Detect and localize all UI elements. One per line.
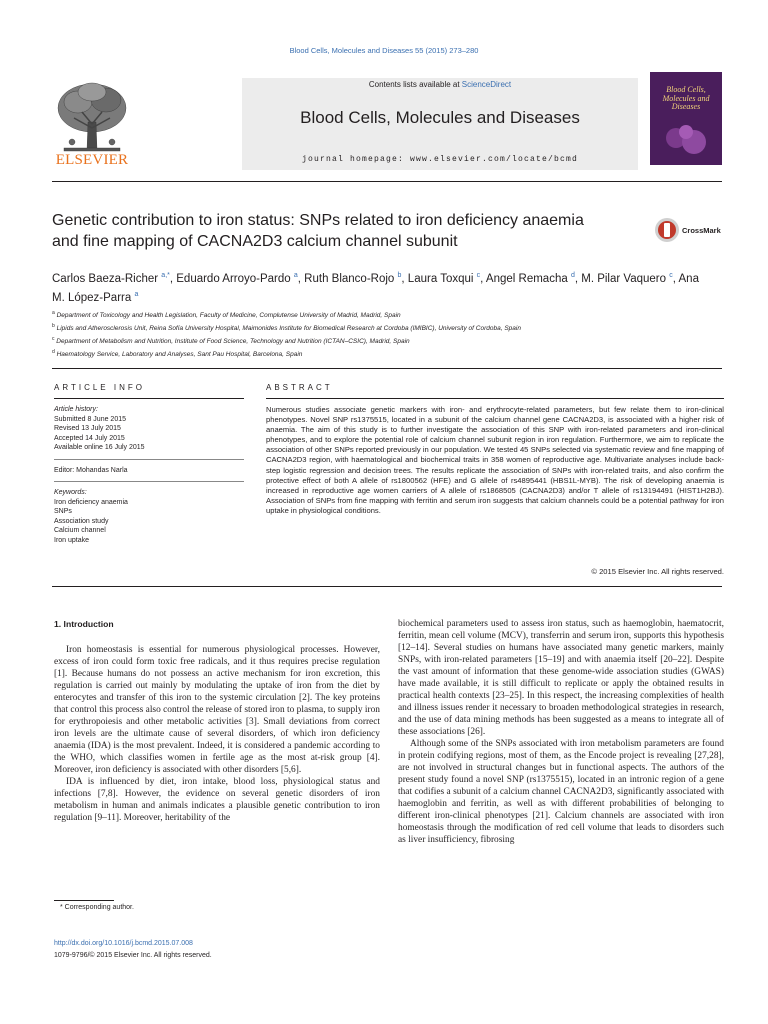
- sciencedirect-link[interactable]: ScienceDirect: [461, 80, 512, 89]
- history-submitted: Submitted 8 June 2015: [54, 415, 126, 423]
- history-online: Available online 16 July 2015: [54, 444, 145, 451]
- affiliation-marker: d: [52, 349, 55, 356]
- info-separator: [54, 459, 244, 460]
- affiliation-text: Lipids and Atherosclerosis Unit, Reina Sofía University Hospital, Maimonides Institute for Biomedical Research at Cordoba (IMIBIC), University of Cordoba, Spain: [54, 325, 521, 333]
- author-separator: ,: [401, 272, 408, 285]
- authors-rule: [52, 368, 722, 369]
- article-info-rule: [54, 398, 244, 399]
- publisher-name[interactable]: ELSEVIER: [55, 152, 129, 168]
- affiliation-item: [52, 334, 712, 347]
- journal-masthead: [52, 72, 722, 168]
- body-column-left: [54, 618, 380, 824]
- author-affiliation-marker[interactable]: a: [134, 290, 139, 298]
- affiliation-marker: a: [52, 310, 55, 316]
- author-name[interactable]: Carlos Baeza-Richer $^{a,*}$: [52, 272, 170, 285]
- crossmark-badge[interactable]: [654, 216, 724, 246]
- author-name[interactable]: M. Pilar Vaquero $^c$: [581, 272, 673, 285]
- author-affiliation-marker[interactable]: a,*: [161, 272, 170, 279]
- journal-homepage-link[interactable]: journal homepage: www.elsevier.com/locate/bcmd: [301, 155, 579, 164]
- elsevier-tree-logo: [52, 72, 132, 164]
- author-list: [52, 268, 712, 306]
- header-rule: [52, 181, 722, 182]
- history-revised: Revised 13 July 2015: [54, 425, 121, 432]
- abstract-text: Numerous studies associate genetic markers with iron- and erythrocyte-related parameters, but few relate them to iron-clinical phenotypes. Novel SNP rs1375515, located in a subunit of the calcium channel gene CACNA2D3, is associated with a higher risk of anaemia. The aim of this study is to further investigate the association of this SNP with iron-related parameters and iron-clinical phenotypes, and to explore the potential role of calcium channel subunit region in iron regulation. Furthermore, we aim to replicate the association of other SNPs reported previously in our population. We tested 45 SNPs selected via systematic review and fine mapping of CACNA2D3 region, with haematological and biochemical traits in 358 women of reproductive age. Multivariate analyses include back-step logistic regression and decision trees. The results replicate the association of SNPs with iron-related traits, and also confirm the protective effect of both A allele of rs1800562 (HFE) and G allele of rs4895441 (HBS1L-MYB). The risk of developing anaemia is increased in reproductive age women carriers of A allele of rs1868505 (CACNA2D3) and/or T allele of rs13194491 (HIST1H2BJ). Association of SNPs from fine mapping with ferritin and serum iron suggests that calcium channels could be a potential pathway for iron uptake in physiological conditions.: [266, 405, 724, 515]
- article-info-panel: [54, 405, 244, 545]
- cover-illustration-icon: [660, 120, 712, 158]
- affiliation-item: [52, 321, 712, 334]
- abstract-copyright: © 2015 Elsevier Inc. All rights reserved.: [591, 567, 724, 576]
- affiliation-item: [52, 308, 712, 321]
- affiliation-list: [52, 308, 712, 361]
- article-title: Genetic contribution to iron status: SNPs related to iron deficiency anaemia and fine mapping of CACNA2D3 calcium channel subunit: [52, 212, 584, 250]
- journal-title-box: [242, 78, 638, 170]
- keyword-item: Calcium channel: [54, 527, 106, 534]
- abstract-heading: ABSTRACT: [266, 383, 333, 392]
- author-name[interactable]: Eduardo Arroyo-Pardo $^a$: [176, 272, 298, 285]
- author-name[interactable]: Angel Remacha $^d$: [485, 272, 575, 285]
- editor-line: Editor: Mohandas Narla: [54, 466, 128, 474]
- author-affiliation-marker[interactable]: c: [669, 272, 673, 279]
- cover-title: Blood Cells, Molecules and Diseases: [662, 85, 710, 111]
- keyword-item: Iron uptake: [54, 536, 90, 544]
- body-paragraph: IDA is influenced by diet, iron intake, blood loss, physiological status and infections [7,8]. However, the evidence on several genetic disorders of iron metabolism in human and animals indicates a plausible genetic contribution to iron regulation [9–11]. Moreover, heritability of the: [54, 777, 380, 823]
- history-accepted: Accepted 14 July 2015: [54, 434, 125, 442]
- affiliation-text: Haematology Service, Laboratory and Analyses, Sant Pau Hospital, Barcelona, Spain: [54, 351, 303, 359]
- contents-available-line: [242, 80, 638, 89]
- author-name[interactable]: Ruth Blanco-Rojo $^b$: [304, 272, 402, 285]
- author-separator: ,: [574, 272, 582, 285]
- author-affiliation-marker[interactable]: a: [293, 272, 298, 279]
- author-affiliation-marker[interactable]: d: [570, 272, 575, 279]
- doi-link[interactable]: http://dx.doi.org/10.1016/j.bcmd.2015.07.008: [54, 940, 193, 947]
- body-paragraph: Although some of the SNPs associated with iron metabolism parameters are found in protein codifying regions, most of them, as the Encode project is revealing [27,28], are not involved in structural changes but in functional aspects. The authors of the present study found a novel SNP (rs1375515), located in an intronic region of a gene that codifies a subunit of a calcium channel CACNA2D3, significantly associated with haemoglobin and ferritin, as well as with different probabilities of belonging to different iron-clinical phenotypes [21]. Calcium channels are associated with iron homeostasis through the modification of red cell volume that leads to disorders such as liver insufficiency, fibrosing: [398, 739, 724, 845]
- abstract-rule: [266, 398, 724, 399]
- article-info-heading: ARTICLE INFO: [54, 383, 145, 392]
- author-name[interactable]: Ana M. López-Parra $^a$: [52, 272, 699, 304]
- crossmark-label: CrossMark: [682, 226, 721, 235]
- author-name[interactable]: Laura Toxqui $^c$: [407, 272, 481, 285]
- footnote-rule: [54, 900, 114, 901]
- body-paragraph: biochemical parameters used to assess iron status, such as haemoglobin, haematocrit, ferritin, mean cell volume (MCV), transferrin and serum iron, supports this hypothesis [12–14]. Several studies on humans have associated many genetic markers, mainly SNPs, with iron-related parameters [15–19] and with anaemia itself [20–22]. Despite the vast amount of information that these genome-wide association studies (GWAS) have made available, it is still difficult to replicate or apply the obtained results in practical health contexts [23–25]. In this respect, the increasing complexities of health and illness issues render it necessary to broaden methodological strategies in research, and the use of data mining methods has been suggested as a means to integrate all of these associations [26].: [398, 619, 724, 737]
- journal-title: Blood Cells, Molecules and Diseases: [300, 108, 580, 127]
- article-history-label: Article history:: [54, 406, 98, 413]
- journal-cover-thumbnail[interactable]: [650, 72, 722, 165]
- author-separator: ,: [672, 272, 679, 285]
- affiliation-marker: b: [52, 323, 55, 330]
- author-separator: ,: [480, 272, 486, 285]
- abstract-bottom-rule: [52, 586, 722, 587]
- body-paragraph: Iron homeostasis is essential for numerous physiological processes. However, excess of iron could form toxic free radicals, and it thus requires precise regulation [1]. Because humans do not possess an active mechanism for iron excretion, this regulation is carried out mainly by modulating the uptake of iron from the diet by enterocytes and transfer of this iron to the systemic circulation [2]. The key proteins that control this process also control the release of stored iron to plasma, to supply iron for erythropoiesis and other metabolic activities [3]. Small deviations from correct iron levels are the ultimate cause of several disorders, of which iron deficiency anaemia (IDA) is the most prevalent. Indeed, it is considered a pandemic according to the WHO, which classifies women in fertile age as the most at-risk group [4]. Moreover, iron deficiency is associated with other disorders [5,6].: [54, 645, 380, 775]
- keyword-item: Association study: [54, 517, 109, 525]
- keyword-item: SNPs: [54, 508, 72, 515]
- crossmark-icon: [654, 216, 680, 246]
- journal-reference[interactable]: Blood Cells, Molecules and Diseases 55 (2015) 273–280: [289, 46, 479, 55]
- affiliation-text: Department of Toxicology and Health Legislation, Faculty of Medicine, Complutense University of Madrid, Madrid, Spain: [54, 312, 401, 320]
- affiliation-marker: c: [52, 336, 55, 343]
- author-separator: ,: [169, 272, 177, 285]
- issn-copyright: 1079-9796/© 2015 Elsevier Inc. All rights reserved.: [54, 952, 212, 959]
- affiliation-item: [52, 347, 712, 360]
- contents-prefix: Contents lists available at: [368, 80, 462, 89]
- keywords-label: Keywords:: [54, 489, 87, 496]
- author-affiliation-marker[interactable]: b: [397, 272, 402, 279]
- author-separator: ,: [297, 272, 305, 285]
- keyword-item: Iron deficiency anaemia: [54, 498, 128, 506]
- info-separator: [54, 481, 244, 482]
- corresponding-author-note: * Corresponding author.: [60, 904, 134, 911]
- body-column-right: [398, 618, 724, 846]
- section-heading: 1. Introduction: [54, 619, 114, 629]
- affiliation-text: Department of Metabolism and Nutrition, Institute of Food Science, Technology and Nutrition (ICTAN–CSIC), Madrid, Spain: [54, 338, 410, 346]
- author-affiliation-marker[interactable]: c: [476, 272, 481, 279]
